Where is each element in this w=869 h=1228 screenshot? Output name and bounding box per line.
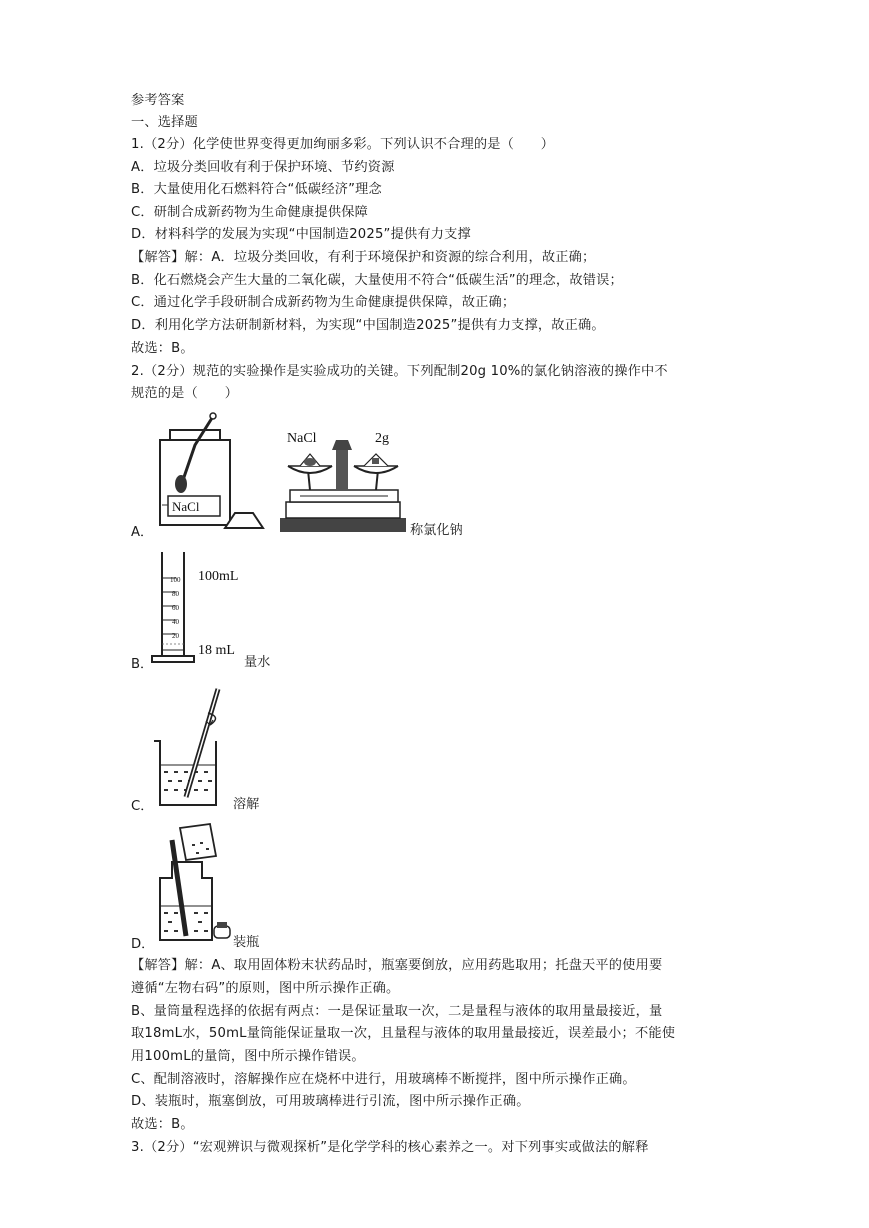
figure-measuring-water <box>150 548 250 668</box>
q2-answer-line: 遵循“左物右码”的原则，图中所示操作正确。 <box>131 981 400 996</box>
section-title: 一、选择题 <box>131 115 198 130</box>
bottle-stopper-icon <box>214 922 230 938</box>
q2-answer-choice: 故选：B。 <box>131 1117 194 1132</box>
q2-option-b-caption: 量水 <box>244 655 271 670</box>
graduated-cylinder-icon <box>152 552 238 662</box>
q1-option-d: D．材料科学的发展为实现“中国制造2025”提供有力支撑 <box>131 227 471 242</box>
q2-option-b-letter: B． <box>131 657 154 672</box>
q2-option-a-caption: 称氯化钠 <box>410 523 463 538</box>
q2-answer-line: C、配制溶液时，溶解操作应在烧杯中进行，用玻璃棒不断搅拌，图中所示操作正确。 <box>131 1072 636 1087</box>
page-heading: 参考答案 <box>131 93 185 108</box>
cylinder-tick-label: 40 <box>172 618 179 626</box>
bottle-label: NaCl <box>172 499 200 514</box>
cylinder-tick-label: 100 <box>170 576 181 584</box>
q2-answer-line: 【解答】解：A、取用固体粉末状药品时，瓶塞要倒放，应用药匙取用；托盘天平的使用要 <box>131 958 663 973</box>
q1-answer-choice: 故选：B。 <box>131 341 194 356</box>
pan-left-label: NaCl <box>287 431 317 446</box>
q2-option-d-caption: 装瓶 <box>233 935 260 950</box>
q2-answer-line: 取18mL水，50mL量筒能保证量取一次，且量程与液体的取用量最接近，误差最小；不能使 <box>131 1026 676 1041</box>
figure-bottling <box>150 822 240 947</box>
q1-answer-line: C．通过化学手段研制合成新药物为生命健康提供保障，故正确； <box>131 295 516 310</box>
cylinder-tick-label: 20 <box>172 632 179 640</box>
small-beaker-icon <box>180 824 216 860</box>
q1-answer-line: 【解答】解：A．垃圾分类回收，有利于环境保护和资源的综合利用，故正确； <box>131 250 596 265</box>
q1-answer-line: B．化石燃烧会产生大量的二氧化碳，大量使用不符合“低碳生活”的理念，故错误； <box>131 273 623 288</box>
glass-rod-icon <box>172 840 186 936</box>
q2-option-c-caption: 溶解 <box>233 797 260 812</box>
cylinder-tick-label: 60 <box>172 604 179 612</box>
cylinder-capacity-label: 100mL <box>198 569 239 584</box>
q1-option-b: B．大量使用化石燃料符合“低碳经济”理念 <box>131 182 382 197</box>
q2-stem-line2: 规范的是（ ） <box>131 386 239 401</box>
q2-answer-line: 用100mL的量筒，图中所示操作错误。 <box>131 1049 365 1064</box>
q1-stem: 1.（2分）化学使世界变得更加绚丽多彩。下列认识不合理的是（ ） <box>131 137 555 152</box>
q2-option-c-letter: C． <box>131 799 154 814</box>
q1-option-c: C．研制合成新药物为生命健康提供保障 <box>131 205 368 220</box>
q3-stem: 3.（2分）“宏观辨识与微观探析”是化学学科的核心素养之一。对下列事实或做法的解释 <box>131 1140 649 1155</box>
q2-stem-line1: 2.（2分）规范的实验操作是实验成功的关键。下列配制20g 10%的氯化钠溶液的操作中不 <box>131 364 668 379</box>
q2-answer-line: B、量筒量程选择的依据有两点：一是保证量取一次，二是量程与液体的取用量最接近，量 <box>131 1004 663 1019</box>
cylinder-reading-label: 18 mL <box>198 643 235 658</box>
figure-weighing-nacl <box>150 410 410 540</box>
q1-option-a: A．垃圾分类回收有利于保护环境、节约资源 <box>131 160 395 175</box>
figure-dissolving <box>150 685 230 810</box>
balance-icon <box>280 431 406 532</box>
pan-right-label: 2g <box>375 431 389 446</box>
spoon-icon <box>175 413 216 493</box>
cylinder-tick-label: 80 <box>172 590 179 598</box>
q2-option-a-letter: A． <box>131 525 154 540</box>
q1-answer-line: D．利用化学方法研制新材料，为实现“中国制造2025”提供有力支撑，故正确。 <box>131 318 605 333</box>
q2-option-d-letter: D． <box>131 937 155 952</box>
q2-answer-line: D、装瓶时，瓶塞倒放，可用玻璃棒进行引流，图中所示操作正确。 <box>131 1094 530 1109</box>
